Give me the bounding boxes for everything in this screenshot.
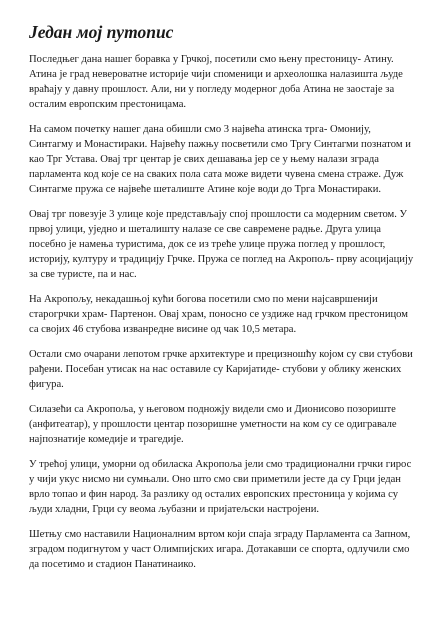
paragraph-3: Овај трг повезује 3 улице које представљају спој прошлости са модерним светом. У првој улици, уједно и шеталишту налазе се све савремене радње. Друга улица посебно је намења туристима, док се из треће улице пружа поглед у прошлост, историју, културу и традицију Грчке. Пружа се поглед на Акропољ- прву асоцијацију за све туристе, па и нас. — [29, 209, 414, 281]
document-page — [29, 22, 417, 582]
paragraph-4: На Акропољу, некадашњој кући богова посетили смо по мени најсавршенији старогрчки храм- Партенон. Овај храм, поносно се уздиже над грчком престоницом са својих 46 стубова изванредне висине од чак 10,5 метара. — [29, 294, 408, 336]
paragraph-2: На самом почетку нашег дана обишли смо 3 највећа атинска трга- Омонију, Синтагму и Монастираки. Највећу пажњу посветили смо Тргу Синтагми познатом и као Трг Устава. Овај трг центар је свих дешавања јер се у њему налази зграда парламента код које се на сваких пола сата може видети чувена смена страже. Дуж Синтагме пружа се највеће шеталиште Атине које води до Трга Монастираки. — [29, 123, 411, 196]
paragraph-6: Силазећи са Акропоља, у његовом подножју видели смо и Дионисово позориште (анфитеатар), у прошлости центар позоришне уметности на ком су се одигравале најпознатије комедије и трагедије. — [29, 403, 397, 446]
paragraph-8: Шетњу смо наставили Националним вртом који спаја зграду Парламента са Запном, зградом подигнутом у част Олимпијских игара. Дотакавши се спорта, одлучили смо да посетимо и стадион Панатинаико. — [29, 528, 411, 570]
paragraph-5: Остали смо очарани лепотом грчке архитектуре и прецизношћу којом су сви стубови рађени. Посебан утисак на нас оставиле су Каријатиде- стубови у облику женских фигура. — [29, 348, 413, 391]
paragraph-1: Последњег дана нашег боравка у Грчкој, посетили смо њену престоницу- Атину. Атина је град невероватне историје чији споменици и археолошка налазишта људе враћају у давну прошлост. Али, ни у погледу модерног доба Атина не заостаје за осталим европским престоницама. — [29, 54, 403, 111]
paragraph-7: У трећој улици, уморни од обиласка Акропоља јели смо традиционални грчки гирос у чији укус нисмо ни сумњали. Оно што смо сви приметили јесте да су Грци један врло топао и фин народ. За разлику од осталих европских престоница у којима су људи хладни, Грци су веома љубазни и пријатељски настројени. — [29, 458, 412, 515]
document-title: Један мој путопис — [29, 22, 174, 42]
